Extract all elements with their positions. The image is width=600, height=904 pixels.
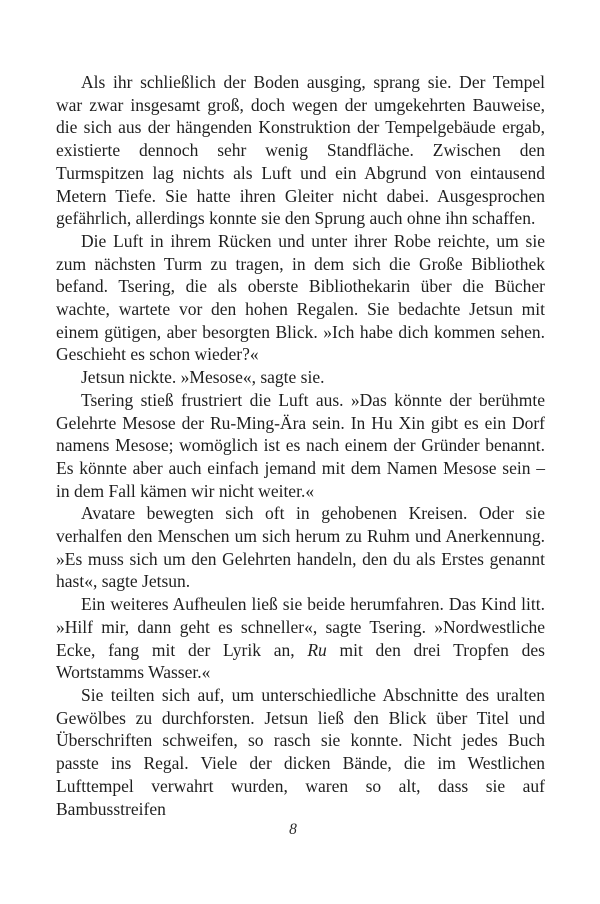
paragraph	[56, 389, 545, 503]
text-segment: Jetsun nickte. »Mesose«, sagte sie.	[81, 367, 325, 388]
text-segment: Als ihr schließlich der Boden ausging, sprang sie. Der Tempel war zwar insgesamt groß, doch wegen der umgekehrten Bauweise, die sich aus der hängenden Konstruktion der Tempelgebäude ergab, existierte dennoch sehr wenig Standfläche. Zwischen den Turmspitzen lag nichts als Luft und ein Abgrund von eintausend Metern Tiefe. Sie hatte ihren Gleiter nicht dabei. Ausgesprochen gefährlich, allerdings konnte sie den Sprung auch ohne ihn schaffen.	[56, 72, 545, 229]
paragraph	[56, 684, 545, 820]
text-segment: Ein weiteres Aufheulen ließ sie beide herumfahren. Das Kind litt. »Hilf mir, dann geht es schneller«, sagte Tsering. »Nordwestliche Ecke, fang mit der Lyrik an,	[56, 594, 545, 660]
text-segment: Avatare bewegten sich oft in gehobenen Kreisen. Oder sie verhalfen den Menschen um sich herum zu Ruhm und Anerkennung. »Es muss sich um den Gelehrten handeln, den du als Erstes genannt hast«, sagte Jetsun.	[56, 503, 545, 592]
page-number: 8	[289, 821, 297, 838]
italic-text-segment: Ru	[307, 639, 327, 660]
paragraph	[56, 502, 545, 593]
text-block	[56, 71, 545, 820]
text-segment: mit den drei Tropfen des Wortstamms Wasser.«	[56, 639, 545, 683]
paragraph	[56, 230, 545, 366]
text-segment: Die Luft in ihrem Rücken und unter ihrer Robe reichte, um sie zum nächsten Turm zu tragen, in dem sich die Große Bibliothek befand. Tsering, die als oberste Bibliothekarin über die Bücher wachte, wartete vor den hohen Regalen. Sie bedachte Jetsun mit einem gütigen, aber besorgten Blick. »Ich habe dich kommen sehen. Geschieht es schon wieder?«	[56, 230, 545, 365]
text-segment: Sie teilten sich auf, um unterschiedliche Abschnitte des uralten Gewölbes zu durchforsten. Jetsun ließ den Blick über Titel und Überschriften schweifen, so rasch sie konnte. Nicht jedes Buch passte ins Regal. Viele der dicken Bände, die im Westlichen Lufttempel verwahrt wurden, waren so alt, dass sie auf Bambusstreifen	[56, 684, 545, 819]
text-segment: Tsering stieß frustriert die Luft aus. »Das könnte der berühmte Gelehrte Mesose der Ru-Ming-Ära sein. In Hu Xin gibt es ein Dorf namens Mesose; womöglich ist es nach einem der Gründer benannt. Es könnte aber auch einfach jemand mit dem Namen Mesose sein – in dem Fall kämen wir nicht weiter.«	[56, 389, 545, 501]
page-footer	[0, 821, 600, 839]
paragraph	[56, 366, 545, 389]
paragraph	[56, 71, 545, 230]
paragraph	[56, 593, 545, 684]
